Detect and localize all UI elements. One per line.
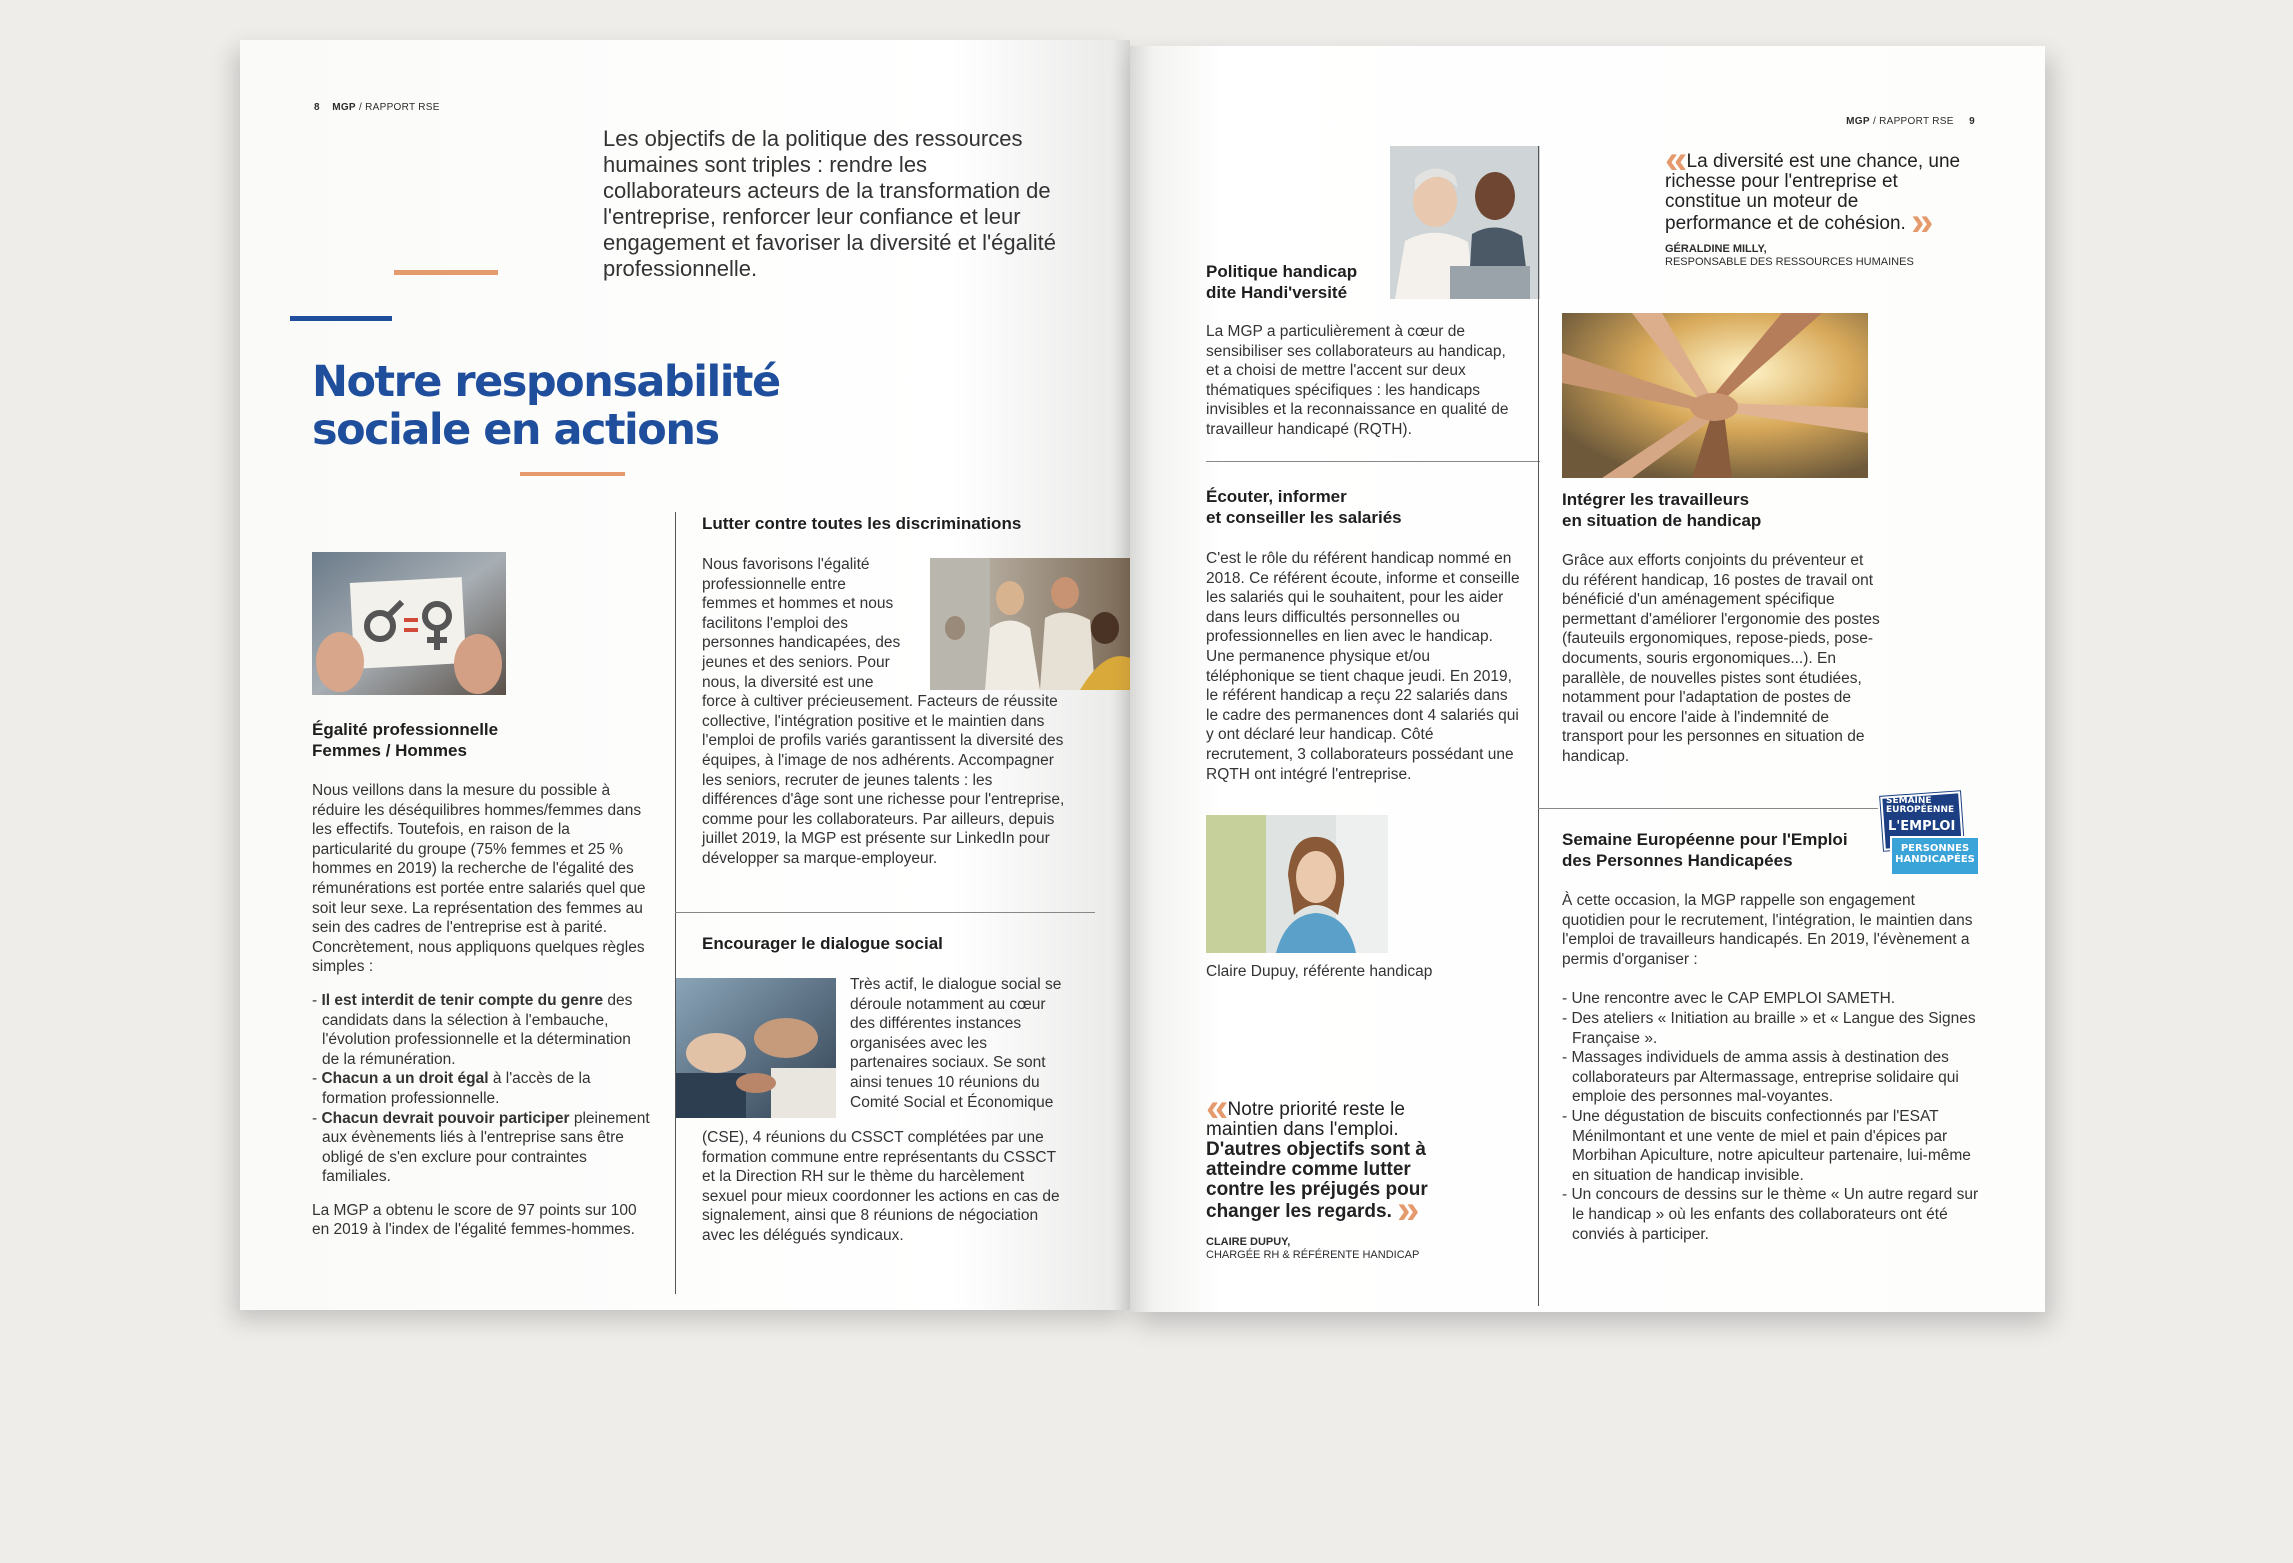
discriminations-paragraph: Nous favorisons l'égalité professionnelle entre femmes et hommes et nous facilitons l'emploi des personnes handicapées, des jeunes et des seniors. Pour nous, la diversité est une force à cultiver précieusement. Facteurs de réussite collective, l'intégration positive et le maintien dans l'emploi de profils variés garantissent la diversité des équipes, à l'image de nos adhérents. Accompagner les seniors, recruter de jeunes talents : les différences d'âge sont une richesse pour l'entreprise, comme pour les collaborateurs. Par ailleurs, depuis juillet 2019, la MGP est présente sur LinkedIn pour développer sa marque-employeur. xyxy=(702,555,1072,869)
column-divider xyxy=(675,512,676,1294)
quote-open-icon: « xyxy=(1665,138,1682,182)
section-divider xyxy=(1206,461,1540,462)
dialogue-paragraph-full: (CSE), 4 réunions du CSSCT complétées par une formation commune entre représentants du CSSCT et la Direction RH sur le thème du harcèlement sexuel pour mieux coordonner les actions en cas de signalement, ainsi que 8 réunions de négociation avec les délégués syndicaux. xyxy=(702,1129,1060,1244)
rule-item xyxy=(312,1109,652,1187)
list-item-text: Massages individuels de amma assis à destination des collaborateurs par Altermassage, entreprise solidaire qui emploie des personnes mal-voyantes. xyxy=(1571,1049,1959,1106)
semaine-paragraph: À cette occasion, la MGP rappelle son engagement quotidien pour le recrutement, l'intégration, le maintien dans l'emploi de travailleurs handicapés. En 2019, l'évènement a permis d'organiser : xyxy=(1562,892,1973,968)
egalite-rules-list xyxy=(312,991,652,1187)
list-item-text: Des ateliers « Initiation au braille » et « Langue des Signes Française ». xyxy=(1571,1009,1976,1047)
intro-paragraph: Les objectifs de la politique des ressources humaines sont triples : rendre les collaborateurs acteurs de la transformation de l'entreprise, renforcer leur confiance et leur engagement et favoriser la diversité et l'égalité professionnelle. xyxy=(603,126,1057,281)
rule-bold: Chacun devrait pouvoir participer xyxy=(321,1109,570,1127)
quote-top-text: La diversité est une chance, une richesse pour l'entreprise et constitue un moteur de performance et de cohésion. xyxy=(1665,151,1961,234)
quote-open-icon: « xyxy=(1206,1086,1223,1130)
dash-icon: - xyxy=(1562,1009,1568,1027)
dialogue-heading: Encourager le dialogue social xyxy=(702,934,943,953)
rule-bold: Chacun a un droit égal xyxy=(321,1070,489,1088)
dash-icon: - xyxy=(1562,1107,1568,1125)
page-number: 9 xyxy=(1969,116,1975,127)
integrer-paragraph: Grâce aux efforts conjoints du préventeur et du référent handicap, 16 postes de travail ont bénéficié d'un aménagement spécifique permettant d'améliorer l'ergonomie des postes (fauteuils ergonomiques, repose-pieds, pose-documents, souris ergonomiques...). En parallèle, de nouvelles pistes sont étudiées, notamment pour l'adaptation de postes de travail ou encore l'aide à l'indemnité de transport pour les personnes en situation de handicap. xyxy=(1562,552,1880,765)
gender-equality-photo xyxy=(312,552,506,695)
quote-author-role: RESPONSABLE DES RESSOURCES HUMAINES xyxy=(1665,256,1914,268)
logo-text-top xyxy=(1886,797,1954,815)
right-page xyxy=(1130,46,2045,1312)
discriminations-body xyxy=(702,555,1065,869)
quote-author-name: CLAIRE DUPUY, xyxy=(1206,1236,1291,1248)
quote-bottom-author xyxy=(1206,1236,1506,1262)
meeting-photo xyxy=(676,978,836,1118)
page-number: 8 xyxy=(314,102,320,113)
rule-bold: Il est interdit de tenir compte du genre xyxy=(321,991,604,1009)
right-folio xyxy=(1846,116,1975,127)
dash-icon: - xyxy=(1562,990,1568,1008)
column-divider xyxy=(1538,146,1539,1306)
decorative-rule-orange xyxy=(394,270,498,275)
colleagues-photo xyxy=(1390,146,1540,299)
section-divider xyxy=(1538,808,1878,809)
egalite-closing: La MGP a obtenu le score de 97 points sur 100 en 2019 à l'index de l'égalité femmes-hommes. xyxy=(312,1201,637,1239)
semaine-heading xyxy=(1562,829,1892,871)
egalite-heading-line-2: Femmes / Hommes xyxy=(312,741,467,760)
list-item xyxy=(1562,989,1982,1009)
left-page xyxy=(240,40,1130,1310)
folio-brand: MGP xyxy=(1846,116,1870,127)
logo-line: PERSONNES xyxy=(1900,843,1970,854)
page-title xyxy=(312,358,832,454)
title-underline xyxy=(520,472,625,476)
folio-section: / RAPPORT RSE xyxy=(355,102,440,113)
dash-icon: - xyxy=(1562,1049,1568,1067)
handicap-heading-line-2: dite Handi'versité xyxy=(1206,283,1348,302)
quote-author-role: CHARGÉE RH & RÉFÉRENTE HANDICAP xyxy=(1206,1249,1420,1261)
handicap-heading-line-1: Politique handicap xyxy=(1206,262,1358,281)
photo-caption: Claire Dupuy, référente handicap xyxy=(1206,963,1433,980)
logo-line: EUROPÉENNE xyxy=(1886,805,1955,815)
logo-line: SEMAINE xyxy=(1886,796,1932,806)
quote-bottom-text-bold: D'autres objectifs sont à atteindre comme lutter contre les préjugés pour changer les regards. xyxy=(1206,1139,1428,1222)
title-line-2: sociale en actions xyxy=(312,405,719,455)
dash-icon: - xyxy=(312,1109,322,1127)
list-item xyxy=(1562,1107,1982,1185)
dash-icon: - xyxy=(312,991,322,1009)
egalite-body xyxy=(312,781,652,1240)
folio-section: / RAPPORT RSE xyxy=(1869,116,1954,127)
ecouter-heading-line-2: et conseiller les salariés xyxy=(1206,508,1402,527)
ecouter-heading xyxy=(1206,486,1466,528)
egalite-paragraph: Nous veillons dans la mesure du possible à réduire les déséquilibres hommes/femmes dans les effectifs. Toutefois, en raison de la particularité du groupe (75% femmes et 25 % hommes en 2019) la recherche de l'égalité des rémunérations est portée entre salariés quel que soit leur sexe. La représentation des femmes au sein des cadres de l'entreprise est à parité. Concrètement, nous appliquons quelques règles simples : xyxy=(312,782,646,976)
rule-item xyxy=(312,1069,652,1108)
semaine-heading-line-1: Semaine Européenne pour l'Emploi xyxy=(1562,830,1848,849)
quote-author-name: GÉRALDINE MILLY, xyxy=(1665,243,1767,255)
semaine-body xyxy=(1562,891,1982,1244)
ecouter-heading-line-1: Écouter, informer xyxy=(1206,487,1347,506)
egalite-heading xyxy=(312,719,572,761)
joined-hands-photo xyxy=(1562,313,1868,478)
integrer-heading-line-1: Intégrer les travailleurs xyxy=(1562,490,1750,509)
quote-close-icon: » xyxy=(1397,1188,1414,1232)
left-folio xyxy=(314,102,440,113)
list-item xyxy=(1562,1048,1982,1107)
rule-item xyxy=(312,991,652,1069)
decorative-rule-blue xyxy=(290,316,392,321)
list-item-text: Une rencontre avec le CAP EMPLOI SAMETH. xyxy=(1571,990,1896,1008)
integrer-heading-line-2: en situation de handicap xyxy=(1562,511,1762,530)
ecouter-paragraph: C'est le rôle du référent handicap nommé en 2018. Ce référent écoute, informe et conseille les salariés qui le souhaitent, pour les aider dans leurs difficultés personnelles ou professionnelles en lien avec le handicap. Une permanence physique et/ou téléphonique se tient chaque jeudi. En 2019, le référent handicap a reçu 22 salariés dans le cadre des permanences dont 4 salariés qui y ont déclaré leur handicap. Côté recrutement, 3 collaborateurs possédant une RQTH ont intégré l'entreprise. xyxy=(1206,550,1520,783)
title-line-1: Notre responsabilité xyxy=(312,357,780,407)
list-item xyxy=(1562,1185,1982,1244)
dialogue-paragraph-wrap: Très actif, le dialogue social se déroule notamment au cœur des différentes instances organisées avec les partenaires sociaux. Se sont ainsi tenues 10 réunions du Comité Social et Économique xyxy=(850,976,1062,1111)
rule-rest: à l'accès de la formation professionnelle. xyxy=(322,1070,591,1107)
claire-dupuy-photo xyxy=(1206,815,1388,953)
discriminations-heading: Lutter contre toutes les discriminations xyxy=(702,514,1022,533)
logo-line: L'EMPLOI xyxy=(1888,819,1956,834)
dash-icon: - xyxy=(312,1070,322,1088)
quote-bottom-text-light: Notre priorité reste le maintien dans l'emploi. xyxy=(1206,1099,1405,1140)
wrap-spacer xyxy=(902,555,1072,687)
logo-line: HANDICAPÉES xyxy=(1895,854,1975,865)
folio-brand: MGP xyxy=(332,102,356,113)
logo-front-plate xyxy=(1890,836,1980,876)
section-divider xyxy=(675,912,1095,913)
quote-bottom xyxy=(1206,1086,1456,1232)
semaine-heading-line-2: des Personnes Handicapées xyxy=(1562,851,1793,870)
dash-icon: - xyxy=(1562,1186,1568,1204)
quote-top xyxy=(1665,138,1965,244)
quote-top-author xyxy=(1665,243,1985,269)
seeph-logo xyxy=(1882,794,1980,880)
rule-rest: des candidats dans la sélection à l'embauche, l'évolution professionnelle et la détermination de la rémunération. xyxy=(322,991,633,1068)
egalite-heading-line-1: Égalité professionnelle xyxy=(312,720,499,739)
list-item-text: Une dégustation de biscuits confectionnés par l'ESAT Ménilmontant et une vente de miel et pain d'épices par Morbihan Apiculture, notre apiculteur partenaire, lui-même en situation de handicap invisible. xyxy=(1571,1107,1971,1184)
integrer-heading xyxy=(1562,489,1862,531)
handicap-heading xyxy=(1206,261,1406,303)
list-item xyxy=(1562,1009,1982,1048)
semaine-list xyxy=(1562,989,1982,1244)
handicap-paragraph: La MGP a particulièrement à cœur de sensibiliser ses collaborateurs au handicap, et a choisi de mettre l'accent sur deux thématiques spécifiques : les handicaps invisibles et la reconnaissance en qualité de travailleur handicapé (RQTH). xyxy=(1206,323,1509,438)
quote-close-icon: » xyxy=(1911,200,1928,244)
rule-rest: pleinement aux évènements liés à l'entreprise sans être obligé de s'en exclure pour contraintes familiales. xyxy=(322,1109,650,1186)
list-item-text: Un concours de dessins sur le thème « Un autre regard sur le handicap » où les enfants des collaborateurs ont été conviés à participer. xyxy=(1571,1186,1979,1243)
